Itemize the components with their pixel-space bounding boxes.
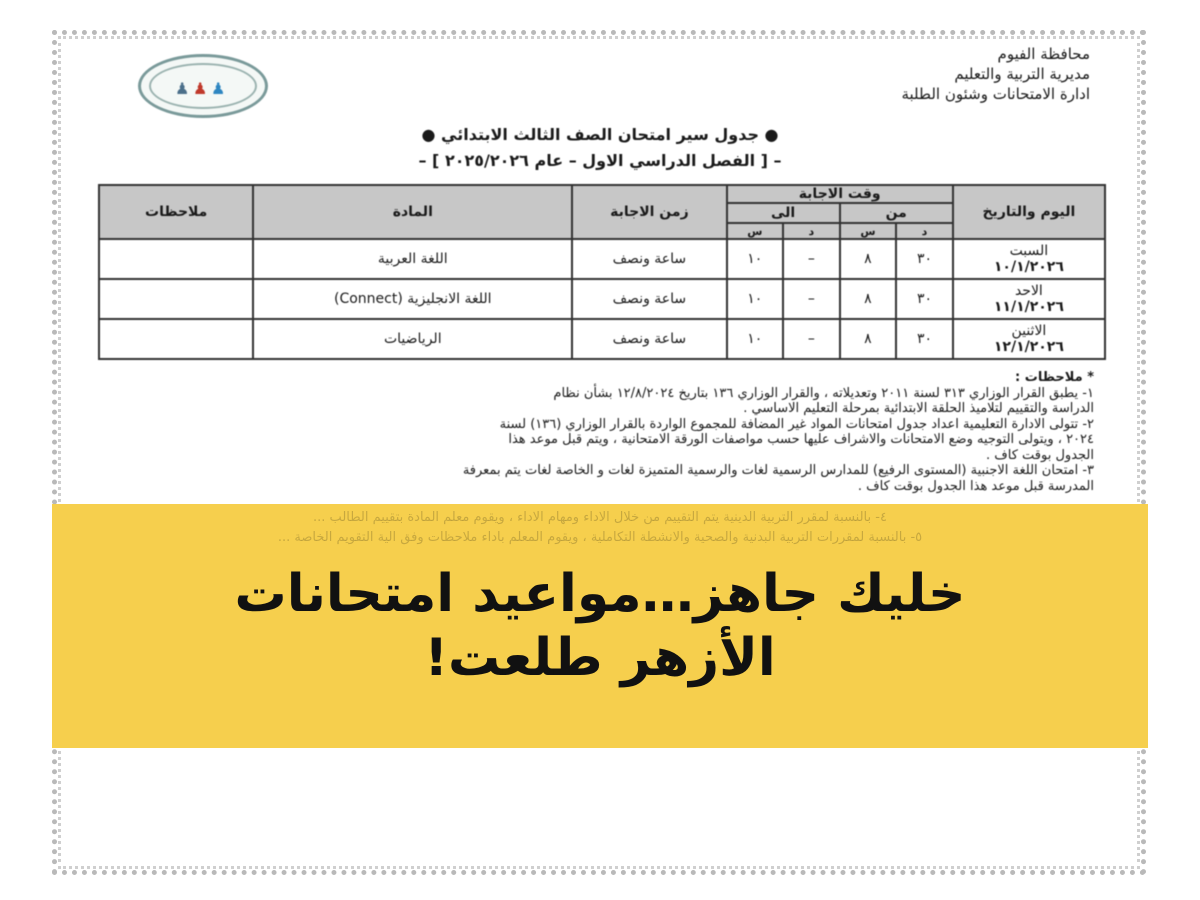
subject-cell: اللغة الانجليزية (Connect)	[253, 279, 572, 319]
to-minute-cell: –	[783, 239, 840, 279]
to-minute-cell: –	[783, 279, 840, 319]
exam-schedule-table	[98, 184, 1106, 360]
day-date-cell	[953, 239, 1105, 279]
day-label: الاحد	[1014, 283, 1043, 299]
from-hour-cell: ٨	[840, 279, 897, 319]
note-line: ٣- امتحان اللغة الاجنبية (المستوى الرفيع) للمدارس الرسمية لغات والرسمية المتميزة لغات و الخاصة لغات يتم بمعرفة	[462, 463, 1094, 478]
note-line: ١- يطبق القرار الوزاري ٣١٣ لسنة ٢٠١١ وتعديلاته ، والقرار الوزاري ١٣٦ بتاريخ ١٢/٨/٢٠٢٤ بشأن نظام	[553, 385, 1094, 401]
faded-notes-text: ٥- بالنسبة لمقررات التربية البدنية والصحية والانشطة التكاملية ، ويقوم المعلم باداء ملاحظات وفق الية التقويم الخاصة ...	[277, 530, 923, 545]
note-line: ٢- تتولى الادارة التعليمية اعداد جدول امتحانات المواد غير المضافة للمجموع الواردة بالقرار الوزاري (١٣٦) لسنة	[499, 416, 1094, 432]
note-line: الجدول بوقت كاف .	[986, 447, 1094, 463]
header-duration: زمن الاجابة	[572, 185, 726, 239]
banner-headline-line-1: خليك جاهز…مواعيد امتحانات	[234, 564, 966, 624]
from-minute-cell: ٣٠	[896, 239, 953, 279]
table-row	[99, 319, 1105, 359]
day-label: الاثنين	[1011, 323, 1047, 339]
administration-label: ادارة الامتحانات وشئون الطلبة	[901, 85, 1090, 103]
note-line: المدرسة قبل موعد هذا الجدول بوقت كاف .	[857, 478, 1094, 494]
notes-section	[84, 370, 1094, 494]
faded-notes-text: ٤- بالنسبة لمقرر التربية الدينية يتم التقييم من خلال الاداء ومهام الاداء ، ويقوم معلم المادة بتقييم الطالب ...	[313, 510, 887, 525]
ministry-logo: ♟ ♟ ♟	[138, 54, 268, 118]
from-hour-cell: ٨	[840, 239, 897, 279]
table-row	[99, 279, 1105, 319]
date-label: ١١/١/٢٠٢٦	[993, 299, 1064, 315]
header-from-hour: س	[840, 223, 897, 239]
to-hour-cell: ١٠	[727, 319, 784, 359]
from-minute-cell: ٣٠	[896, 319, 953, 359]
to-minute-cell: –	[783, 319, 840, 359]
duration-cell: ساعة ونصف	[572, 279, 726, 319]
from-minute-cell: ٣٠	[896, 279, 953, 319]
banner-headline-line-2: الأزهر طلعت!	[424, 628, 776, 688]
header-to-hour: س	[727, 223, 784, 239]
header-from-minute: د	[896, 223, 953, 239]
table-row	[99, 239, 1105, 279]
date-label: ١٠/١/٢٠٢٦	[993, 259, 1064, 275]
from-hour-cell: ٨	[840, 319, 897, 359]
title-line-1: ● جدول سير امتحان الصف الثالث الابتدائي ●	[421, 125, 779, 144]
header-subject: المادة	[253, 185, 572, 239]
to-hour-cell: ١٠	[727, 279, 784, 319]
note-line: ٢٠٢٤ ، ويتولى التوجيه وضع الامتحانات والاشراف عليها حسب مواصفات الورقة الامتحانية ، ويتم قبل موعد هذا	[508, 432, 1094, 447]
headline-banner	[52, 504, 1148, 748]
day-date-cell	[953, 319, 1105, 359]
date-label: ١٢/١/٢٠٢٦	[993, 339, 1064, 355]
to-hour-cell: ١٠	[727, 239, 784, 279]
header-to-minute: د	[783, 223, 840, 239]
notes-heading: * ملاحظات :	[1015, 370, 1094, 385]
header-day-date: اليوم والتاريخ	[953, 185, 1105, 239]
duration-cell: ساعة ونصف	[572, 239, 726, 279]
day-date-cell	[953, 279, 1105, 319]
governorate-label: محافظة الفيوم	[997, 45, 1090, 63]
directorate-label: مديرية التربية والتعليم	[954, 65, 1090, 83]
document-header	[901, 44, 1090, 104]
header-to: الى	[727, 203, 840, 223]
notes-cell	[99, 279, 253, 319]
duration-cell: ساعة ونصف	[572, 319, 726, 359]
notes-cell	[99, 239, 253, 279]
notes-cell	[99, 319, 253, 359]
day-label: السبت	[1009, 243, 1049, 259]
header-from: من	[840, 203, 953, 223]
title-line-2: – [ الفصل الدراسي الاول – عام ٢٠٢٥/٢٠٢٦ ] –	[418, 151, 782, 170]
subject-cell: اللغة العربية	[253, 239, 572, 279]
header-answer-time: وقت الاجابة	[727, 185, 953, 203]
note-line: الدراسة والتقييم لتلاميذ الحلقة الابتدائية بمرحلة التعليم الاساسي .	[743, 401, 1094, 416]
header-notes: ملاحظات	[99, 185, 253, 239]
document-title	[70, 122, 1130, 174]
subject-cell: الرياضيات	[253, 319, 572, 359]
